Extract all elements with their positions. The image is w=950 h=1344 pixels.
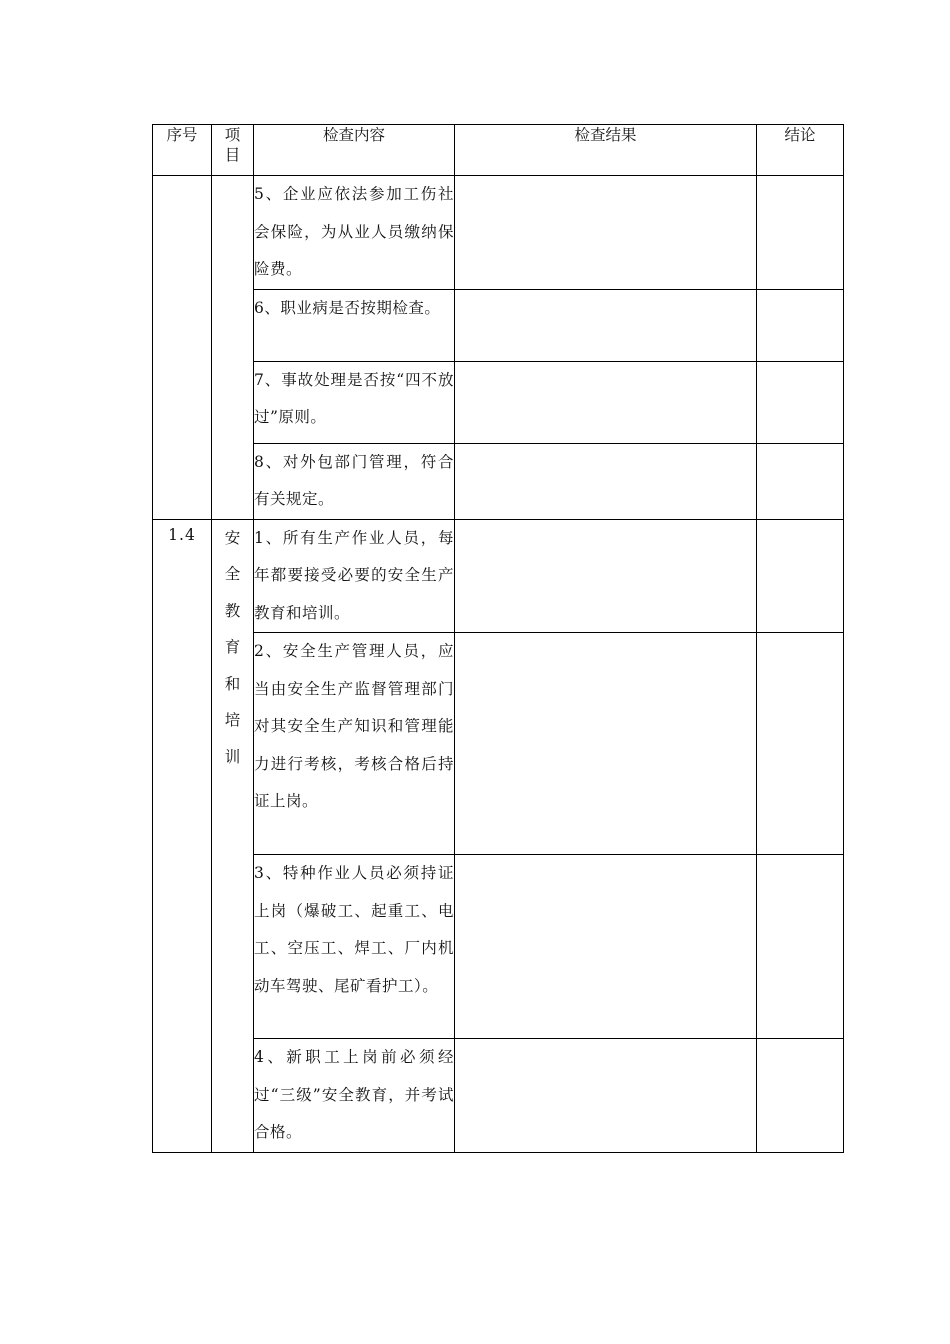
item-char: 全	[224, 565, 241, 583]
table-row	[153, 633, 844, 855]
table-row	[153, 289, 844, 361]
header-item-line1: 项	[224, 126, 241, 144]
conclusion-cell[interactable]	[757, 519, 844, 633]
conclusion-cell[interactable]	[757, 176, 844, 290]
content-cell: 3、特种作业人员必须持证上岗（爆破工、起重工、电工、空压工、焊工、厂内机动车驾驶、尾矿看护工）。	[254, 855, 455, 1039]
conclusion-cell[interactable]	[757, 443, 844, 519]
item-char: 培	[224, 711, 241, 729]
header-conclusion: 结论	[757, 125, 844, 176]
conclusion-cell[interactable]	[757, 361, 844, 443]
item-cell-continued	[212, 176, 254, 520]
result-cell[interactable]	[455, 633, 757, 855]
content-cell: 2、安全生产管理人员，应当由安全生产监督管理部门对其安全生产知识和管理能力进行考核，考核合格后持证上岗。	[254, 633, 455, 855]
result-cell[interactable]	[455, 443, 757, 519]
header-content: 检查内容	[254, 125, 455, 176]
result-cell[interactable]	[455, 361, 757, 443]
item-char: 和	[224, 674, 241, 693]
item-cell-safety-training	[212, 519, 254, 1152]
conclusion-cell[interactable]	[757, 1039, 844, 1153]
content-cell: 4、新职工上岗前必须经过“三级”安全教育，并考试合格。	[254, 1039, 455, 1153]
header-item-line2: 目	[224, 146, 241, 164]
content-cell: 8、对外包部门管理，符合有关规定。	[254, 443, 455, 519]
conclusion-cell[interactable]	[757, 855, 844, 1039]
header-result: 检查结果	[455, 125, 757, 176]
content-cell: 1、所有生产作业人员，每年都要接受必要的安全生产教育和培训。	[254, 519, 455, 633]
header-row	[153, 125, 844, 176]
table-row	[153, 176, 844, 290]
table-row	[153, 361, 844, 443]
content-cell: 5、企业应依法参加工伤社会保险，为从业人员缴纳保险费。	[254, 176, 455, 290]
content-cell: 7、事故处理是否按“四不放过”原则。	[254, 361, 455, 443]
conclusion-cell[interactable]	[757, 289, 844, 361]
item-char: 安	[224, 528, 241, 547]
result-cell[interactable]	[455, 519, 757, 633]
table-row	[153, 1039, 844, 1153]
safety-checklist-table	[152, 124, 844, 1153]
seq-cell: 1.4	[153, 519, 212, 1152]
table-row	[153, 519, 844, 633]
table-row	[153, 443, 844, 519]
result-cell[interactable]	[455, 289, 757, 361]
item-char: 教	[224, 601, 241, 620]
item-char: 训	[224, 747, 241, 766]
item-char: 育	[224, 638, 241, 656]
seq-cell-continued	[153, 176, 212, 520]
result-cell[interactable]	[455, 176, 757, 290]
header-item	[212, 125, 254, 176]
header-seq: 序号	[153, 125, 212, 176]
content-cell: 6、职业病是否按期检查。	[254, 289, 455, 361]
conclusion-cell[interactable]	[757, 633, 844, 855]
result-cell[interactable]	[455, 1039, 757, 1153]
result-cell[interactable]	[455, 855, 757, 1039]
table-row	[153, 855, 844, 1039]
